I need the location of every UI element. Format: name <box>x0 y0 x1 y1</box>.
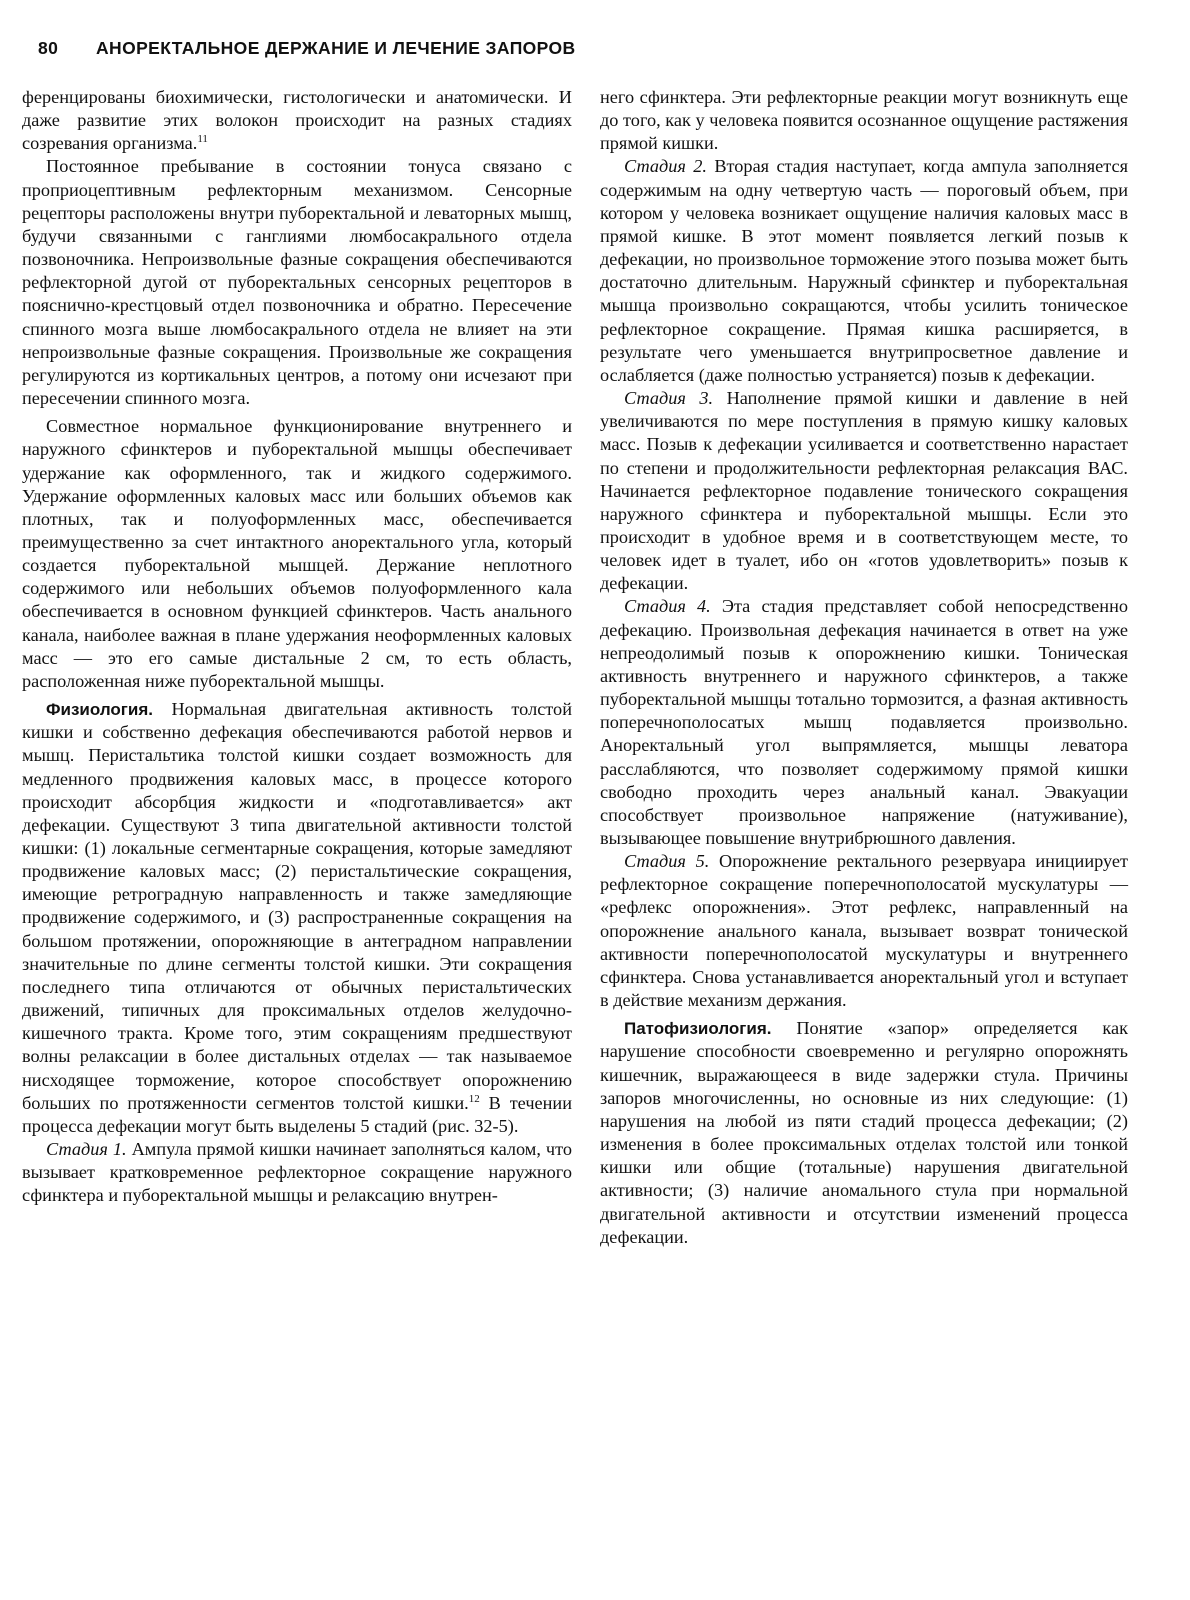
section-heading: Патофизиология. <box>624 1019 772 1039</box>
running-title: АНОРЕКТАЛЬНОЕ ДЕРЖАНИЕ И ЛЕЧЕНИЕ ЗАПОРОВ <box>96 38 576 58</box>
right-column <box>600 86 1128 1249</box>
paragraph: Совместное нормальное функционирование внутреннего и наружного сфинктеров и пуборектальной мышцы обеспечивает удержание как оформленного, так и жидкого содержимого. Удержание оформленных каловых масс или больших объемов как плотных, так и полуоформленных масс, обеспечивается преимущественно за счет интактного аноректального угла, который создается пуборектальной мышцей. Держание неплотного содержимого или небольших объемов полуоформленного кала обеспечивается в основном функцией сфинктеров. Часть анального канала, наиболее важная в плане удержания неоформленных каловых масс — это его самые дистальные 2 см, то есть область, расположенная ниже пуборектальной мышцы. <box>22 416 572 691</box>
paragraph: Стадия 4. Эта стадия представляет собой непосредственно дефекацию. Произвольная дефекация начинается в ответ на уже непреодолимый позыв к опорожнению кишки. Тоническая активность внутреннего и наружного сфинктеров, а также пуборектальной мышцы тотально тормозится, а фазная активность поперечнополосатых мышц подавляется произвольно. Аноректальный угол выпрямляется, мышцы леватора расслабляются, что позволяет содержимому прямой кишки свободно проходить через анальный канал. Эвакуации способствует произвольное напряжение (натуживание), вызывающее повышение внутрибрюшного давления. <box>600 596 1128 848</box>
paragraph: Стадия 2. Вторая стадия наступает, когда ампула заполняется содержимым на одну четвертую часть — пороговый объем, при котором у человека возникает ощущение наличия каловых масс в прямой кишке. В этот момент появляется легкий позыв к дефекации, но произвольное торможение этого позыва может быть достаточно длительным. Наружный сфинктер и пуборектальная мышца произвольно сокращаются, чтобы усилить тоническое рефлекторное сокращение. Прямая кишка расширяется, в результате чего уменьшается внутрипросветное давление и ослабляется (даже полностью устраняется) позыв к дефекации. <box>600 156 1128 385</box>
paragraph: Стадия 3. Наполнение прямой кишки и давление в ней увеличиваются по мере поступления в прямую кишку каловых масс. Позыв к дефекации усиливается и соответственно нарастает по степени и продолжительности рефлекторная релаксация ВАС. Начинается рефлекторное подавление тонического сокращения наружного сфинктера и пуборектальной мышцы. Если это происходит в удобное время и в соответствующем месте, то человек идет в туалет, ибо он «готов удовлетворить» позыв к дефекации. <box>600 388 1128 594</box>
stage-label: Стадия 3. <box>624 388 714 409</box>
paragraph: Патофизиология. Понятие «запор» определяется как нарушение способности своевременно и регулярно опорожнять кишечник, выражающееся в виде задержки стула. Причины запоров многочисленны, но основные из них следующие: (1) нарушения на любой из пяти стадий процесса дефекации; (2) изменения в более проксимальных отделах толстой или тонкой кишки или общие (тотальные) нарушения двигательной активности; (3) наличие аномального стула при нормальной двигательной активности и отсутствии изменений процесса дефекации. <box>600 1018 1128 1247</box>
stage-label: Стадия 2. <box>624 156 707 177</box>
paragraph: Постоянное пребывание в состоянии тонуса связано с проприоцептивным рефлекторным механизмом. Сенсорные рецепторы расположены внутри пуборектальной и леваторных мышц, будучи связанными с ганглиями люмбосакрального отдела позвоночника. Непроизвольные фазные сокращения обеспечиваются рефлекторной дугой от пуборектальных сенсорных рецепторов в пояснично-крестцовый отдел позвоночника и обратно. Пересечение спинного мозга выше люмбосакрального отдела не влияет на эти непроизвольные фазные сокращения. Произвольные же сокращения регулируются из кортикальных центров, а потому они исчезают при пересечении спинного мозга. <box>22 156 572 409</box>
running-header <box>38 38 1150 59</box>
paragraph: Физиология. Нормальная двигательная активность толстой кишки и собственно дефекация обеспечиваются работой нервов и мышц. Перистальтика толстой кишки создает возможность для медленного продвижения каловых масс, в процессе которого происходит абсорбция жидкости и «подготавливается» акт дефекации. Существуют 3 типа двигательной активности толстой кишки: (1) локальные сегментарные сокращения, которые замедляют продвижение каловых масс; (2) перистальтические сокращения, имеющие ретроградную направленность и также замедляющие продвижение содержимого, и (3) распространенные сокращения на большом протяжении, опорожняющие в антеградном направлении значительные по длине сегменты толстой кишки. Эти сокращения последнего типа отличаются от обычных перистальтических движений, типичных для проксимальных отделов желудочно-кишечного тракта. Кроме того, этим сокращениям предшествуют волны релаксации в более дистальных отделах — так называемое нисходящее торможение, которое способствует опорожнению больших по протяженности сегментов толстой кишки.$^{12}$ В течении процесса дефекации могут быть выделены 5 стадий (рис. 32-5). <box>22 699 573 1136</box>
paragraph: ференцированы биохимически, гистологически и анатомически. И даже развитие этих волокон происходит на разных стадиях созревания организма.$^{11}$ <box>22 87 572 154</box>
left-column <box>22 86 572 1208</box>
stage-label: Стадия 5. <box>624 851 710 872</box>
section-heading: Физиология. <box>46 700 153 720</box>
reference-mark: 11 <box>197 133 208 146</box>
reference-mark: 12 <box>468 1092 480 1105</box>
page-number: 80 <box>38 38 59 58</box>
stage-label: Стадия 1. <box>46 1139 127 1160</box>
stage-label: Стадия 4. <box>624 596 711 617</box>
paragraph: Стадия 5. Опорожнение ректального резервуара инициирует рефлекторное сокращение поперечнополосатой мускулатуры — «рефлекс опорожнения». Этот рефлекс, направленный на опорожнение анального канала, вызывает возврат тонической активности поперечнополосатой мускулатуры и внутреннего сфинктера. Снова устанавливается аноректальный угол и вступает в действие механизм держания. <box>600 851 1128 1011</box>
paragraph: него сфинктера. Эти рефлекторные реакции могут возникнуть еще до того, как у человека появится осознанное ощущение растяжения прямой кишки. <box>600 87 1128 154</box>
paragraph: Стадия 1. Ампула прямой кишки начинает заполняться калом, что вызывает кратковременное рефлекторное сокращение наружного сфинктера и пуборектальной мышцы и релаксацию внутрен- <box>22 1139 572 1206</box>
